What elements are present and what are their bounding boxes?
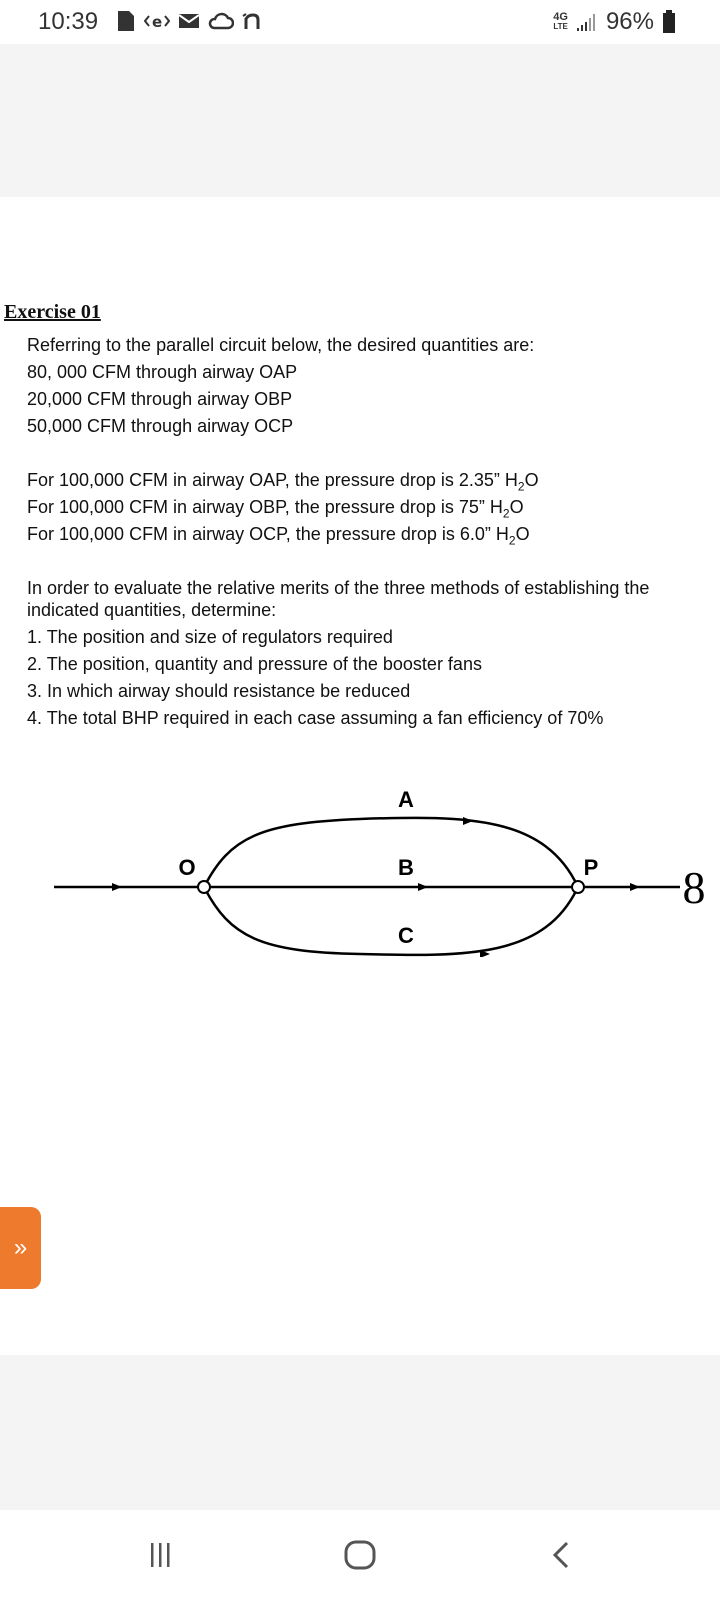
back-button[interactable] [532,1530,592,1580]
parallel-circuit-diagram [0,757,720,957]
status-icons-right [553,8,676,36]
airway-c [204,887,578,955]
task-item: 4. The total BHP required in each case assuming a fan efficiency of 70% [27,708,604,728]
label-a: A [398,787,414,812]
task-item: 1. The position and size of regulators required [27,627,393,647]
task-item: 3. In which airway should resistance be reduced [27,681,411,701]
recent-apps-button[interactable] [130,1530,190,1580]
subscript: 2 [502,506,510,521]
junction-o [198,881,210,893]
document-icon [116,10,136,32]
flow-arrow [418,883,428,891]
navigation-bar [0,1510,720,1600]
top-margin-band [0,44,720,197]
status-icons-left [116,10,262,32]
airway-a [204,818,578,887]
recent-apps-icon [145,1540,175,1570]
side-panel-toggle-button[interactable] [0,1207,41,1289]
subscript: 2 [517,479,525,494]
home-icon [343,1538,377,1572]
flow-arrow [112,883,122,891]
status-bar [0,0,720,44]
subscript: 2 [508,533,516,548]
double-chevron-right-icon: » [13,1234,28,1261]
svg-text:e: e [152,13,163,31]
label-c: C [398,923,414,948]
cloud-icon [208,11,234,31]
fan-symbol: 8 [682,862,706,913]
quantity-line: 20,000 CFM through airway OBP [27,389,293,409]
exercise-title: Exercise 01 [4,301,101,323]
flow-arrow [630,883,640,891]
signal-icon [576,12,598,32]
pressure-suffix: O [509,497,524,517]
intro-text: Referring to the parallel circuit below, the desired quantities are: [27,335,535,355]
label-p: P [583,855,599,880]
document-page [0,197,720,1355]
quantity-line: 80, 000 CFM through airway OAP [27,362,298,382]
battery-percent: 96% [605,8,654,35]
pressure-suffix: O [515,524,530,544]
label-b: B [398,855,414,880]
pressure-text: For 100,000 CFM in airway OAP, the pressure drop is 2.35” H [27,470,518,490]
n-app-icon [242,11,262,31]
back-icon [547,1540,577,1570]
label-o: O [178,855,196,880]
quantity-line: 50,000 CFM through airway OCP [27,416,294,436]
flow-arrow [463,817,473,825]
status-time: 10:39 [38,8,99,35]
e-app-icon [144,10,170,32]
network-lte-icon: 4G LTE [553,11,568,31]
pressure-line [27,470,539,494]
evaluate-text: In order to evaluate the relative merits of the three methods of establishing the [27,578,650,598]
pressure-text: For 100,000 CFM in airway OCP, the pressure drop is 6.0” H [27,524,509,544]
junction-p [572,881,584,893]
evaluate-text: indicated quantities, determine: [27,600,277,620]
pressure-suffix: O [524,470,539,490]
pressure-text: For 100,000 CFM in airway OBP, the pressure drop is 75” H [27,497,503,517]
battery-icon [662,10,676,34]
bottom-margin-band [0,1355,720,1510]
pressure-line [27,497,524,521]
pressure-line [27,524,530,548]
home-button[interactable] [330,1530,390,1580]
task-item: 2. The position, quantity and pressure of the booster fans [27,654,482,674]
mail-icon [178,12,200,30]
